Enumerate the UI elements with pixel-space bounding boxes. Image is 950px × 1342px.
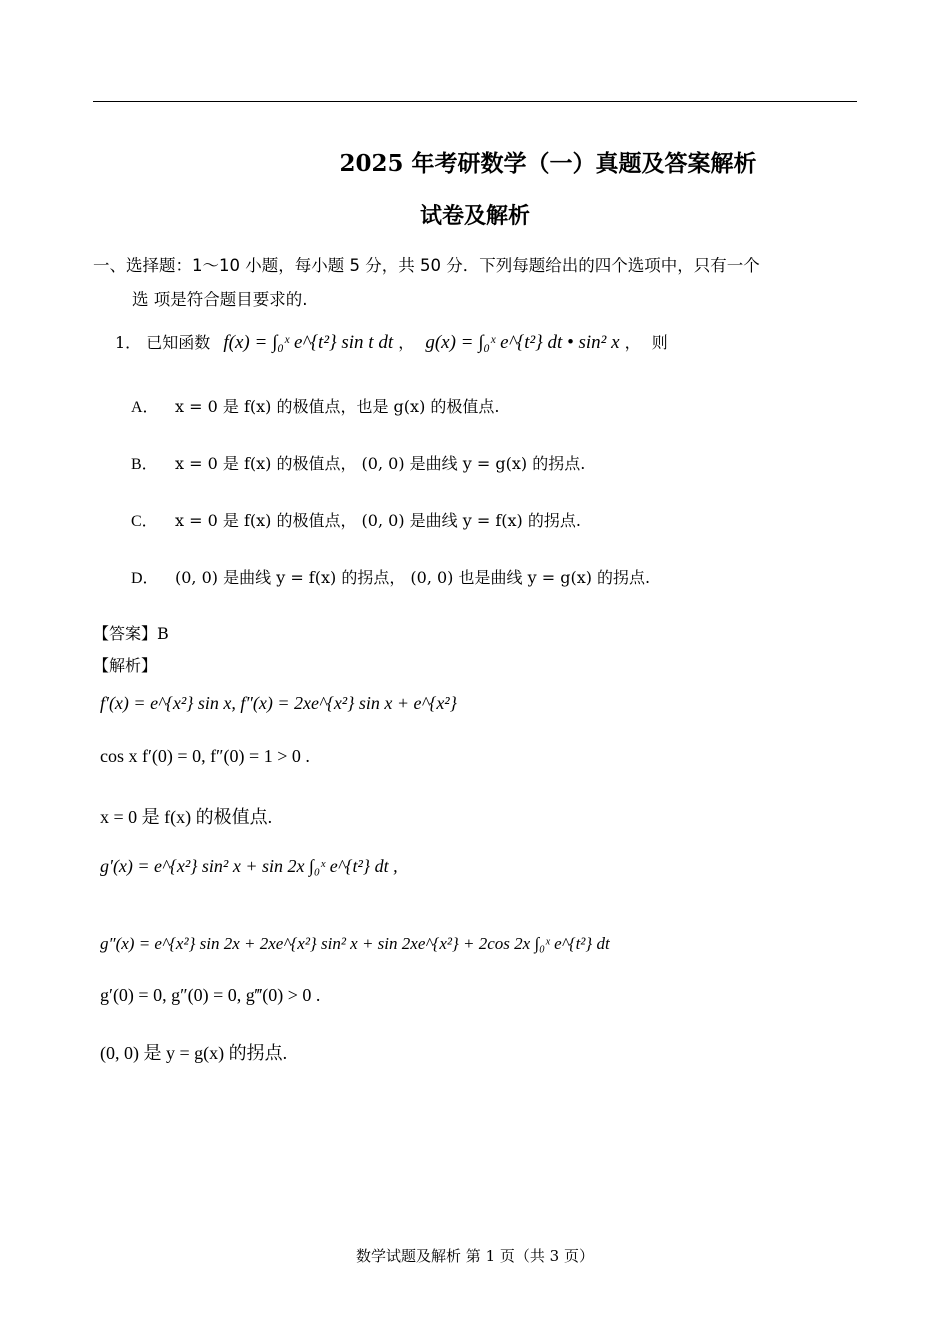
option-a	[131, 394, 499, 417]
option-b-label: B．	[131, 456, 158, 473]
option-b-text: x = 0 是 f(x) 的极值点， (0, 0) 是曲线 y = g(x) 的拐点.	[175, 454, 586, 473]
solution-line-3: x = 0 是 f(x) 的极值点.	[100, 807, 273, 827]
option-d-text: (0, 0) 是曲线 y = f(x) 的拐点， (0, 0) 也是曲线 y = g(x) 的拐点.	[175, 568, 651, 587]
document-subtitle: 试卷及解析	[419, 203, 530, 229]
header-rule	[93, 101, 857, 102]
solution-line-6: g′(0) = 0, g″(0) = 0, g‴(0) > 0 .	[100, 985, 321, 1005]
option-a-label: A．	[131, 399, 159, 416]
option-c-text: x = 0 是 f(x) 的极值点， (0, 0) 是曲线 y = f(x) 的拐点.	[175, 511, 581, 530]
document-title: 2025 年考研数学（一）真题及答案解析	[339, 150, 757, 177]
g-definition: g(x) = ∫₀ˣ e^{t²} dt • sin² x	[425, 332, 620, 353]
option-d-label: D．	[131, 570, 159, 587]
solution-line-1: f′(x) = e^{x²} sin x, f″(x) = 2xe^{x²} sin x + e^{x²}	[100, 693, 457, 713]
solution-line-2: cos x f′(0) = 0, f″(0) = 1 > 0 .	[100, 746, 310, 766]
answer-label: 【答案】B	[93, 624, 169, 643]
option-a-text: x = 0 是 f(x) 的极值点，也是 g(x) 的极值点.	[175, 397, 500, 416]
option-c	[131, 508, 581, 531]
option-b	[131, 451, 585, 474]
f-definition: f(x) = ∫₀ˣ e^{t²} sin t dt	[223, 332, 394, 353]
question-lead: 已知函数	[146, 333, 211, 352]
solution-line-7: (0, 0) 是 y = g(x) 的拐点.	[100, 1043, 288, 1063]
analysis-label: 【解析】	[93, 656, 158, 675]
page-footer: 数学试题及解析 第 1 页（共 3 页）	[356, 1247, 594, 1265]
question-tail: 则	[651, 333, 668, 352]
solution-line-4: g′(x) = e^{x²} sin² x + sin 2x ∫₀ˣ e^{t²} dt ,	[100, 856, 398, 876]
section-heading-line2: 选 项是符合题目要求的.	[132, 290, 308, 309]
section-heading-line1: 一、选择题：1～10 小题，每小题 5 分，共 50 分．下列每题给出的四个选项中，只有一个	[93, 256, 760, 275]
option-c-label: C．	[131, 513, 158, 530]
solution-line-5: g″(x) = e^{x²} sin 2x + 2xe^{x²} sin² x + sin 2xe^{x²} + 2cos 2x ∫₀ˣ e^{t²} dt	[100, 934, 610, 953]
question-number: 1．	[115, 333, 142, 352]
question-1-stem: 1． 已知函数 f(x) = ∫₀ˣ e^{t²} sin t dt ， g(x) = ∫₀ˣ e^{t²} dt • sin² x ， 则	[115, 332, 668, 353]
option-d	[131, 565, 650, 588]
